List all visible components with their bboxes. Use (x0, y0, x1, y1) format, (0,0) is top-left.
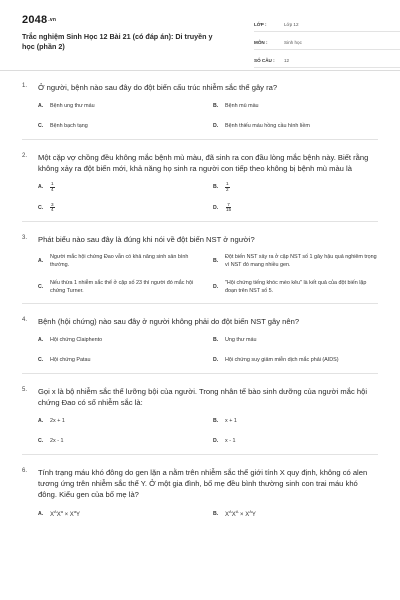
option-a[interactable]: A. Người mắc hội chứng Đao vẫn có khả năng sinh sản bình thường. (38, 254, 189, 269)
question-text: Một cặp vợ chồng đều không mắc bệnh mù màu, đã sinh ra con đầu lòng mắc bệnh này. Biết rằng không xảy ra đột biến mới, khả năng họ sinh ra người con tiếp theo không bị bệnh mù màu là (38, 153, 369, 173)
question-text: Ở người, bệnh nào sau đây do đột biến cấu trúc nhiễm sắc thể gây ra? (38, 83, 278, 92)
question-number: 6. (22, 468, 28, 475)
option-a[interactable]: A. $\frac{1}{4}$ (38, 181, 54, 192)
options (38, 253, 378, 295)
option-b[interactable]: B. $X^AX^A \times X^AY$ (213, 509, 256, 519)
options (38, 182, 378, 213)
header (22, 0, 378, 68)
option-d[interactable]: D. x - 1 (213, 438, 236, 445)
question-number: 4. (22, 317, 28, 324)
question-4 (22, 312, 378, 374)
option-c[interactable]: C. 2x - 1 (38, 438, 64, 445)
question-text: Phát biểu nào sau đây là đúng khi nói về đột biến NST ở người? (38, 235, 255, 245)
fraction: $\frac{1}{2}$ (226, 181, 229, 192)
site-logo[interactable]: 2048.vn (22, 14, 57, 26)
options (38, 101, 378, 131)
question-number: 1. (22, 83, 28, 89)
question-list (22, 78, 378, 535)
meta-row-subject: MÔN : Sinh học (254, 36, 400, 50)
option-d[interactable]: D. $\frac{7}{15}$ (213, 201, 232, 213)
option-d[interactable]: D. "Hội chứng tiếng khóc mèo kêu" là kết quả của đột biến lặp đoạn trên NST số 5. (213, 280, 367, 295)
question-5 (22, 382, 378, 455)
options (38, 335, 378, 365)
question-1 (22, 78, 378, 140)
meta-row-class: LỚP : Lớp 12 (254, 18, 400, 32)
fraction: $\frac{3}{4}$ (51, 201, 54, 213)
option-c[interactable]: C. Nếu thừa 1 nhiễm sắc thể ở cặp số 23 thì người đó mắc hội chứng Turner. (38, 280, 194, 295)
fraction: $\frac{7}{15}$ (226, 201, 232, 213)
option-b[interactable]: B. Ung thư máu (213, 337, 257, 344)
meta-row-count: SỐ CÂU : 12 (254, 54, 400, 68)
option-c[interactable]: C. Hội chứng Patau (38, 357, 91, 364)
question-number: 5. (22, 387, 28, 394)
question-6 (22, 463, 378, 527)
option-c[interactable]: C. Bệnh bạch tạng (38, 123, 88, 129)
genotype: $X^AX^a \times X^aY$ (50, 509, 81, 519)
option-d[interactable]: D. Hội chứng suy giảm miễn dịch mắc phải (AIDS) (213, 357, 339, 364)
options (38, 508, 378, 519)
genotype: $X^AX^A \times X^AY$ (225, 509, 256, 519)
question-text: Gọi x là bộ nhiễm sắc thể lưỡng bội của người. Trong nhân tế bào sinh dưỡng của người mắc hội chứng Đao có số nhiễm sắc là: (38, 387, 368, 408)
option-a[interactable]: A. 2x + 1 (38, 418, 65, 425)
meta-info (254, 18, 400, 72)
option-c[interactable]: C. $\frac{3}{4}$ (38, 201, 54, 213)
fraction: $\frac{1}{4}$ (51, 181, 54, 192)
question-number: 2. (22, 153, 28, 159)
option-b[interactable]: B. $\frac{1}{2}$ (213, 181, 229, 192)
option-a[interactable]: A. $X^AX^a \times X^aY$ (38, 509, 81, 519)
option-a[interactable]: A. Bệnh ung thư máu (38, 103, 95, 109)
question-2 (22, 148, 378, 222)
question-text: Bệnh (hội chứng) nào sau đây ở người không phải do đột biến NST gây nên? (38, 317, 300, 327)
option-b[interactable]: B. Đột biến NST xảy ra ở cặp NST số 1 gây hậu quả nghiêm trọng vì NST đó mang nhiều gen. (213, 254, 377, 269)
option-d[interactable]: D. Bệnh thiếu máu hồng cầu hình liềm (213, 123, 310, 129)
option-b[interactable]: B. x + 1 (213, 418, 237, 425)
option-b[interactable]: B. Bệnh mù màu (213, 103, 259, 109)
header-divider (0, 70, 400, 71)
question-number: 3. (22, 235, 28, 242)
document-title: Trắc nghiệm Sinh Học 12 Bài 21 (có đáp án): Di truyền y học (phần 2) (22, 32, 213, 51)
options (38, 416, 378, 446)
question-3 (22, 230, 378, 304)
question-text: Tính trạng máu khó đông do gen lặn a nằm trên nhiễm sắc thể giới tính X quy định, không có alen tương ứng trên nhiễm sắc thể Y. Ở một gia đình, bố mẹ đều bình thường sinh con trai máu khó đông. Kiểu gen của bố mẹ là? (38, 468, 368, 500)
option-a[interactable]: A. Hội chứng Claiphento (38, 337, 103, 344)
